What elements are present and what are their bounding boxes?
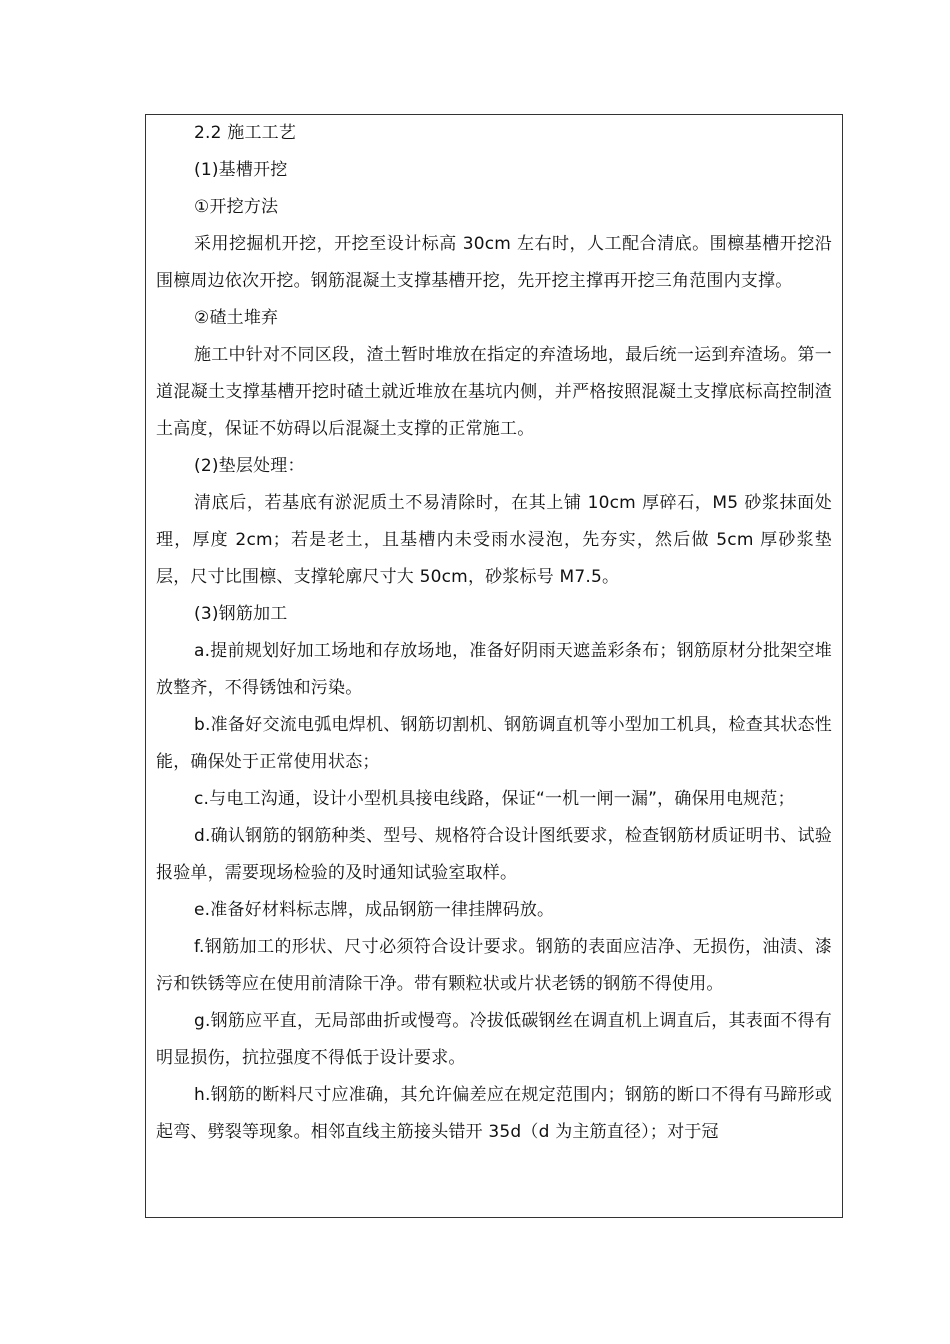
list-item: g.钢筋应平直，无局部曲折或慢弯。冷拔低碳钢丝在调直机上调直后，其表面不得有明显损伤，抗拉强度不得低于设计要求。 bbox=[156, 1011, 832, 1068]
cell-content bbox=[156, 115, 832, 1151]
item-heading: ①开挖方法 bbox=[194, 197, 279, 217]
list-item: d.确认钢筋的钢筋种类、型号、规格符合设计图纸要求，检查钢筋材质证明书、试验报验单，需要现场检验的及时通知试验室取样。 bbox=[156, 826, 832, 883]
list-item: b.准备好交流电弧电焊机、钢筋切割机、钢筋调直机等小型加工机具，检查其状态性能，确保处于正常使用状态； bbox=[156, 715, 832, 772]
list-item: e.准备好材料标志牌，成品钢筋一律挂牌码放。 bbox=[194, 900, 555, 920]
list-item: a.提前规划好加工场地和存放场地，准备好阴雨天遮盖彩条布；钢筋原材分批架空堆放整齐，不得锈蚀和污染。 bbox=[156, 641, 832, 698]
subsection-heading: (2)垫层处理： bbox=[194, 456, 305, 476]
paragraph: 施工中针对不同区段，渣土暂时堆放在指定的弃渣场地，最后统一运到弃渣场。第一道混凝土支撑基槽开挖时碴土就近堆放在基坑内侧，并严格按照混凝土支撑底标高控制渣土高度，保证不妨碍以后混凝土支撑的正常施工。 bbox=[156, 345, 832, 439]
subsection-heading: (1)基槽开挖 bbox=[194, 160, 288, 180]
subsection-heading: (3)钢筋加工 bbox=[194, 604, 288, 624]
list-item: c.与电工沟通，设计小型机具接电线路，保证“一机一闸一漏”，确保用电规范； bbox=[194, 789, 795, 809]
paragraph: 采用挖掘机开挖，开挖至设计标高 30cm 左右时，人工配合清底。围檩基槽开挖沿围檩周边依次开挖。钢筋混凝土支撑基槽开挖，先开挖主撑再开挖三角范围内支撑。 bbox=[156, 234, 832, 291]
item-heading: ②碴土堆弃 bbox=[194, 308, 279, 328]
list-item: f.钢筋加工的形状、尺寸必须符合设计要求。钢筋的表面应洁净、无损伤，油渍、漆污和铁锈等应在使用前清除干净。带有颗粒状或片状老锈的钢筋不得使用。 bbox=[156, 937, 832, 994]
section-heading: 2.2 施工工艺 bbox=[194, 123, 297, 143]
list-item: h.钢筋的断料尺寸应准确，其允许偏差应在规定范围内；钢筋的断口不得有马蹄形或起弯、劈裂等现象。相邻直线主筋接头错开 35d（d 为主筋直径）；对于冠 bbox=[156, 1085, 832, 1142]
paragraph: 清底后，若基底有淤泥质土不易清除时，在其上铺 10cm 厚碎石，M5 砂浆抹面处理，厚度 2cm；若是老土，且基槽内未受雨水浸泡，先夯实，然后做 5cm 厚砂浆垫层，尺寸比围檩、支撑轮廓尺寸大 50cm，砂浆标号 M7.5。 bbox=[156, 493, 832, 587]
table-cell-frame bbox=[145, 114, 843, 1218]
